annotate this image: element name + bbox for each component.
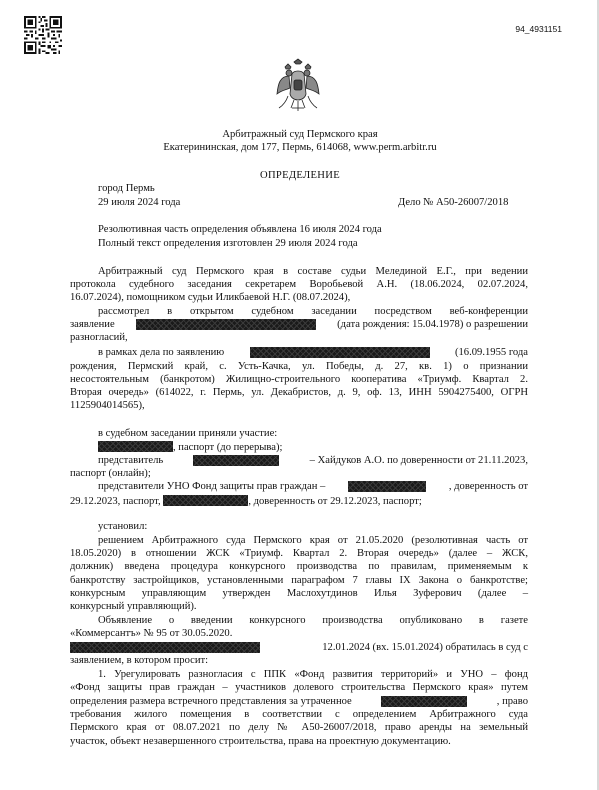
paragraph-line: банкротству застройщиков, установленными параграфом 7 главы IX Закона о банкротстве; xyxy=(70,575,528,586)
court-name: Арбитражный суд Пермского края xyxy=(222,129,378,140)
paragraph-line: 18.05.2020) в отношении ЖСК «Триумф. Квартал 2. Вторая очередь» (далее – ЖСК, xyxy=(70,548,528,559)
paragraph-line xyxy=(98,481,528,493)
paragraph-line: разногласий, xyxy=(70,332,128,343)
full-text-made: Полный текст определения изготовлен 29 июля 2024 года xyxy=(98,238,358,249)
paragraph-line: Объявление о введении конкурсного производства опубликовано в газете xyxy=(98,615,528,626)
redacted-block xyxy=(136,319,316,330)
redacted-block xyxy=(70,642,260,653)
text-segment: , доверенность от xyxy=(448,481,528,492)
paragraph-line xyxy=(98,441,282,454)
text-segment: определения размера встречного представления за утраченное xyxy=(70,696,352,707)
court-header xyxy=(60,129,540,155)
participants-heading: в судебном заседании приняли участие: xyxy=(98,428,278,439)
paragraph-line: решением Арбитражного суда Пермского края от 21.05.2020 (резолютивная часть от xyxy=(98,535,528,546)
document-date: 29 июля 2024 года xyxy=(98,197,181,208)
paragraph-line: 1. Урегулировать разногласия с ППК «Фонд развития территорий» и УНО – фонд xyxy=(98,669,528,680)
redacted-block xyxy=(250,347,430,358)
case-number: Дело № А50-26007/2018 xyxy=(398,197,509,208)
paragraph-line: 1125904014565), xyxy=(70,400,145,411)
paragraph-line xyxy=(70,319,528,331)
text-segment: представитель xyxy=(98,455,164,466)
redacted-block xyxy=(193,455,279,466)
text-segment: в рамках дела по заявлению xyxy=(98,347,225,358)
paragraph-line: «Фонд защиты прав граждан – участников долевого строительства Пермского края» путем xyxy=(70,682,528,693)
paragraph-line: паспорт (онлайн); xyxy=(70,468,151,479)
paragraph-line: Вторая очередь» (614022, г. Пермь, ул. Декабристов, д. 9, оф. 13, ИНН 5904275400, ОГРН xyxy=(70,387,528,398)
text-segment: (16.09.1955 года xyxy=(454,347,528,358)
paragraph-line: несостоятельным (банкротом) Жилищно-строительного кооператива «Триумф. Квартал 2. xyxy=(70,374,528,385)
paragraph-line: участок, объект незавершенного строительства, права на проектную документацию. xyxy=(70,736,451,747)
paragraph-line: конкурсный управляющий). xyxy=(70,601,197,612)
paragraph-line: Пермского края от 08.07.2021 по делу № А50-26007/2018, право аренды на земельный xyxy=(70,722,528,733)
text-segment: , доверенность от 29.12.2023, паспорт; xyxy=(248,496,422,507)
text-segment: 12.01.2024 (вх. 15.01.2024) обратилась в суд с xyxy=(322,642,528,653)
paragraph-line xyxy=(70,696,528,708)
redacted-block xyxy=(348,481,426,492)
paragraph-line: конкурсным управляющим утвержден Маслохутдинов Илья Зуферович (далее – xyxy=(70,588,528,599)
paragraph-line: требования жилого помещения в соответствии с определением Арбитражного суда xyxy=(70,709,528,720)
paragraph-line: «Коммерсантъ» № 95 от 30.05.2020. xyxy=(70,628,233,639)
text-segment: 29.12.2023, паспорт, xyxy=(70,496,161,507)
city: город Пермь xyxy=(98,183,155,194)
paragraph-line: протокола судебного заседания секретарем Воробьевой А.Н. (18.06.2024, 02.07.2024, xyxy=(70,279,528,290)
resolution-announced: Резолютивная часть определения объявлена 16 июля 2024 года xyxy=(98,224,382,235)
redacted-block xyxy=(381,696,467,707)
established-label: установил: xyxy=(98,521,148,532)
paragraph-line xyxy=(98,455,528,467)
text-segment: , паспорт (до перерыва); xyxy=(173,442,283,453)
paragraph-line xyxy=(98,347,528,359)
paragraph-line: должник) введена процедура конкурсного производства по правилам, применяемым к xyxy=(70,561,528,572)
paragraph-line: 16.07.2024), помощником судьи Иликбаевой Н.Г. (08.07.2024), xyxy=(70,292,351,303)
text-segment: представители УНО Фонд защиты прав граждан – xyxy=(98,481,326,492)
coat-of-arms-emblem xyxy=(276,58,320,114)
paragraph-line xyxy=(70,642,528,654)
document-id: 94_4931151 xyxy=(515,24,562,34)
qr-code xyxy=(24,16,62,54)
paragraph-line xyxy=(70,495,422,508)
redacted-block xyxy=(163,495,248,506)
text-segment: , право xyxy=(496,696,528,707)
paragraph-line: Арбитражный суд Пермского края в составе судьи Мелединой Е.Г., при ведении xyxy=(98,266,528,277)
court-address: Екатерининская, дом 177, Пермь, 614068, www.perm.arbitr.ru xyxy=(163,142,437,153)
paragraph-line: заявлением, в котором просит: xyxy=(70,655,209,666)
text-segment: (дата рождения: 15.04.1978) о разрешении xyxy=(337,319,528,330)
text-segment: заявление xyxy=(70,319,115,330)
paragraph-line: рождения, Пермский край, с. Усть-Качка, ул. Победы, д. 27, кв. 1) о признании xyxy=(70,361,528,372)
text-segment: – Хайдуков А.О. по доверенности от 21.11.2023, xyxy=(309,455,528,466)
paragraph-line: рассмотрел в открытом судебном заседании посредством веб-конференции xyxy=(98,306,528,317)
redacted-block xyxy=(98,441,173,452)
document-title: ОПРЕДЕЛЕНИЕ xyxy=(260,170,340,181)
